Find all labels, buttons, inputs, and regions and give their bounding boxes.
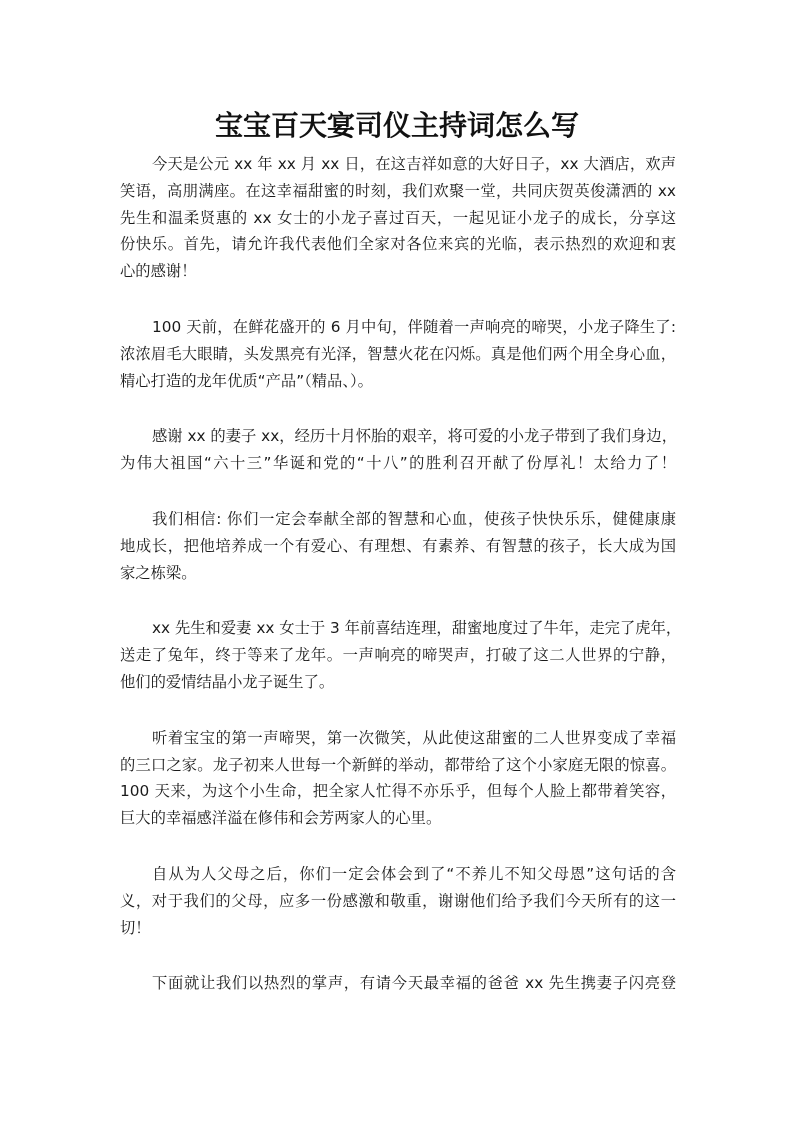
- paragraph-line: 下面就让我们以热烈的掌声，有请今天最幸福的爸爸 xx 先生携妻子闪亮登: [152, 974, 676, 993]
- paragraph-parents: [120, 861, 676, 941]
- paragraph-line: 先生和温柔贤惠的 xx 女士的小龙子喜过百天，一起见证小龙子的成长，分享这: [120, 208, 676, 227]
- paragraph-thanks-wife: [120, 423, 676, 477]
- paragraph-line: 地成长，把他培养成一个有爱心、有理想、有素养、有智慧的孩子，长大成为国: [120, 536, 676, 555]
- paragraph-line: 切！: [120, 918, 151, 937]
- paragraph-family-joy: [120, 725, 676, 832]
- paragraph-line: 精心打造的龙年优质“产品”（精品、）。: [120, 371, 373, 390]
- paragraph-line: 为伟大祖国“六十三”华诞和党的“十八”的胜利召开献了份厚礼！太给力了！: [120, 454, 676, 473]
- paragraph-line: 送走了兔年，终于等来了龙年。一声响亮的啼哭声，打破了这二人世界的宁静，: [120, 646, 676, 665]
- paragraph-line: 100 天前，在鲜花盛开的 6 月中旬，伴随着一声响亮的啼哭，小龙子降生了:: [152, 317, 676, 336]
- paragraph-belief: [120, 506, 676, 586]
- paragraph-line: xx 先生和爱妻 xx 女士于 3 年前喜结连理，甜蜜地度过了牛年，走完了虎年，: [152, 619, 682, 638]
- paragraph-line: 我们相信: 你们一定会奉献全部的智慧和心血，使孩子快快乐乐，健健康康: [152, 509, 676, 528]
- paragraph-line: 自从为人父母之后，你们一定会体会到了“不养儿不知父母恩”这句话的含: [152, 864, 676, 883]
- paragraph-marriage: [120, 615, 682, 695]
- paragraph-line: 心的感谢！: [120, 262, 197, 281]
- paragraph-birth: [120, 314, 676, 394]
- paragraph-line: 的三口之家。龙子初来人世每一个新鲜的举动，都带给了这个小家庭无限的惊喜。: [120, 755, 676, 774]
- paragraph-line: 笑语，高朋满座。在这幸福甜蜜的时刻，我们欢聚一堂，共同庆贺英俊潇洒的 xx: [120, 181, 676, 200]
- paragraph-line: 感谢 xx 的妻子 xx，经历十月怀胎的艰辛，将可爱的小龙子带到了我们身边，: [152, 427, 678, 446]
- paragraph-opening: [120, 151, 676, 285]
- paragraph-invitation: [120, 970, 676, 997]
- document-body: [120, 151, 682, 1026]
- paragraph-line: 浓浓眉毛大眼睛，头发黑亮有光泽，智慧火花在闪烁。真是他们两个用全身心血，: [120, 344, 676, 363]
- paragraph-line: 份快乐。首先，请允许我代表他们全家对各位来宾的光临，表示热烈的欢迎和衷: [120, 235, 676, 254]
- paragraph-line: 义，对于我们的父母，应多一份感激和敬重，谢谢他们给予我们今天所有的这一: [120, 891, 676, 910]
- paragraph-line: 家之栋梁。: [120, 563, 197, 582]
- paragraph-line: 今天是公元 xx 年 xx 月 xx 日，在这吉祥如意的大好日子，xx 大酒店，欢声: [152, 155, 676, 173]
- paragraph-line: 他们的爱情结晶小龙子诞生了。: [120, 672, 335, 691]
- paragraph-line: 100 天来，为这个小生命，把全家人忙得不亦乐乎，但每个人脸上都带着笑容，: [120, 782, 676, 801]
- document-title: 宝宝百天宴司仪主持词怎么写: [214, 109, 579, 142]
- paragraph-line: 听着宝宝的第一声啼哭，第一次微笑，从此使这甜蜜的二人世界变成了幸福: [152, 728, 676, 747]
- paragraph-line: 巨大的幸福感洋溢在修伟和会芳两家人的心里。: [120, 809, 442, 828]
